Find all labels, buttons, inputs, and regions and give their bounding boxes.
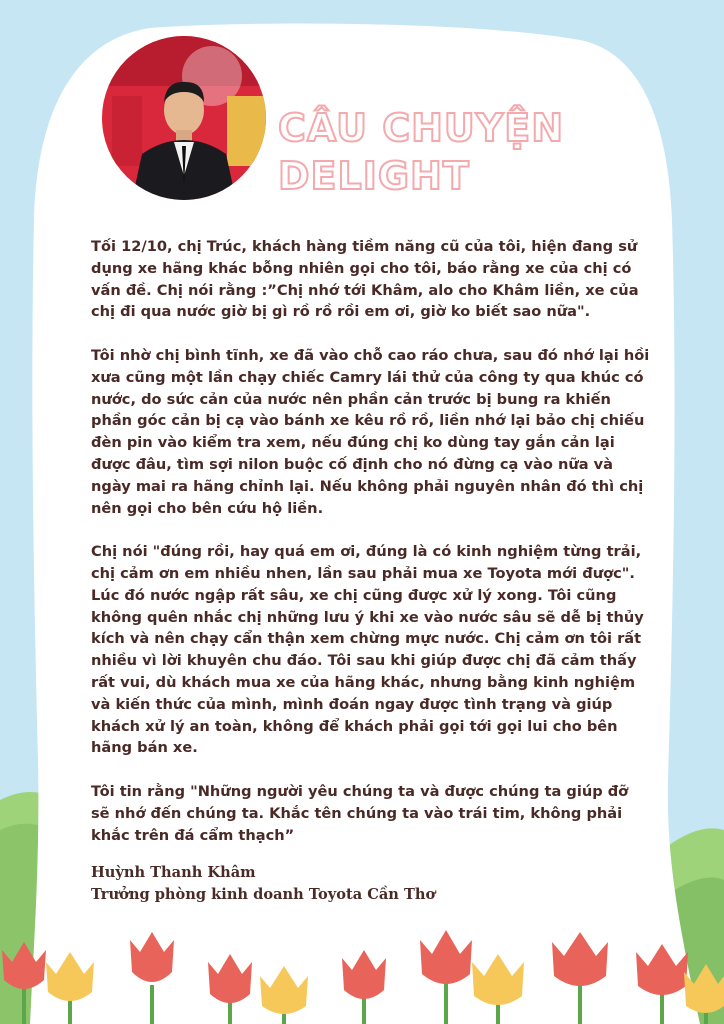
person-in-suit-icon: [102, 36, 266, 200]
signature-block: [91, 862, 435, 906]
story-paragraph: Tối 12/10, chị Trúc, khách hàng tiềm năng cũ của tôi, hiện đang sử dụng xe hãng khác bỗng nhiên gọi cho tôi, báo rằng xe của chị có vấn đề. Chị nói rằng :”Chị nhớ tới Khâm, alo cho Khâm liền, xe của chị đi qua nước giờ bị gì rồ rồ rồi em ơi, giờ ko biết sao nữa".: [91, 238, 639, 321]
portrait-photo: [102, 36, 266, 200]
story-paragraph: Tôi nhờ chị bình tĩnh, xe đã vào chỗ cao ráo chưa, sau đó nhớ lại hồi xưa cũng một lần chạy chiếc Camry lái thử của công ty qua khúc có nước, do sức cản của nước nên phần cản trước bị bung ra khiến phần góc cản bị cạ vào bánh xe kêu rồ rồ, liền nhớ lại bảo chị chiếu đèn pin vào kiểm tra xem, nếu đúng chị ko dùng tay gắn cản lại được đâu, tìm sợi nilon buộc cố định cho nó đừng cạ vào nữa và ngày mai ra hãng chỉnh lại. Nếu không phải nguyên nhân đó thì chị nên gọi cho bên cứu hộ liền.: [91, 346, 650, 517]
title-line-1: CÂU CHUYỆN: [278, 106, 565, 150]
page-title: [278, 104, 564, 200]
story-paragraph: Chị nói "đúng rồi, hay quá em ơi, đúng là có kinh nghiệm từng trải, chị cảm ơn em nhiều nhen, lần sau phải mua xe Toyota mới được". Lúc đó nước ngập rất sâu, xe chị cũng được xử lý xong. Tôi cũng không quên nhắc chị những lưu ý khi xe vào nước sâu sẽ dễ bị thủy kích và nên chạy cẩn thận xem chừng mực nước. Chị cảm ơn tôi rất nhiều vì lời khuyên chu đáo. Tôi sau khi giúp được chị đã cảm thấy rất vui, dù khách mua xe của hãng khác, nhưng bằng kinh nghiệm và kiến thức của mình, mình đoán ngay được tình trạng và giúp khách xử lý an toàn, không để khách phải gọi tới gọi lui cho bên hãng bán xe.: [91, 543, 644, 757]
title-line-2: DELIGHT: [278, 154, 470, 198]
signature-role: Trưởng phòng kinh doanh Toyota Cần Thơ: [91, 885, 436, 903]
signature-name: Huỳnh Thanh Khâm: [91, 864, 256, 881]
story-body: [91, 236, 651, 868]
story-paragraph: Tôi tin rằng "Những người yêu chúng ta và được chúng ta giúp đỡ sẽ nhớ đến chúng ta. Khắc tên chúng ta vào trái tim, không phải khắc trên đá cẩm thạch”: [91, 782, 629, 844]
